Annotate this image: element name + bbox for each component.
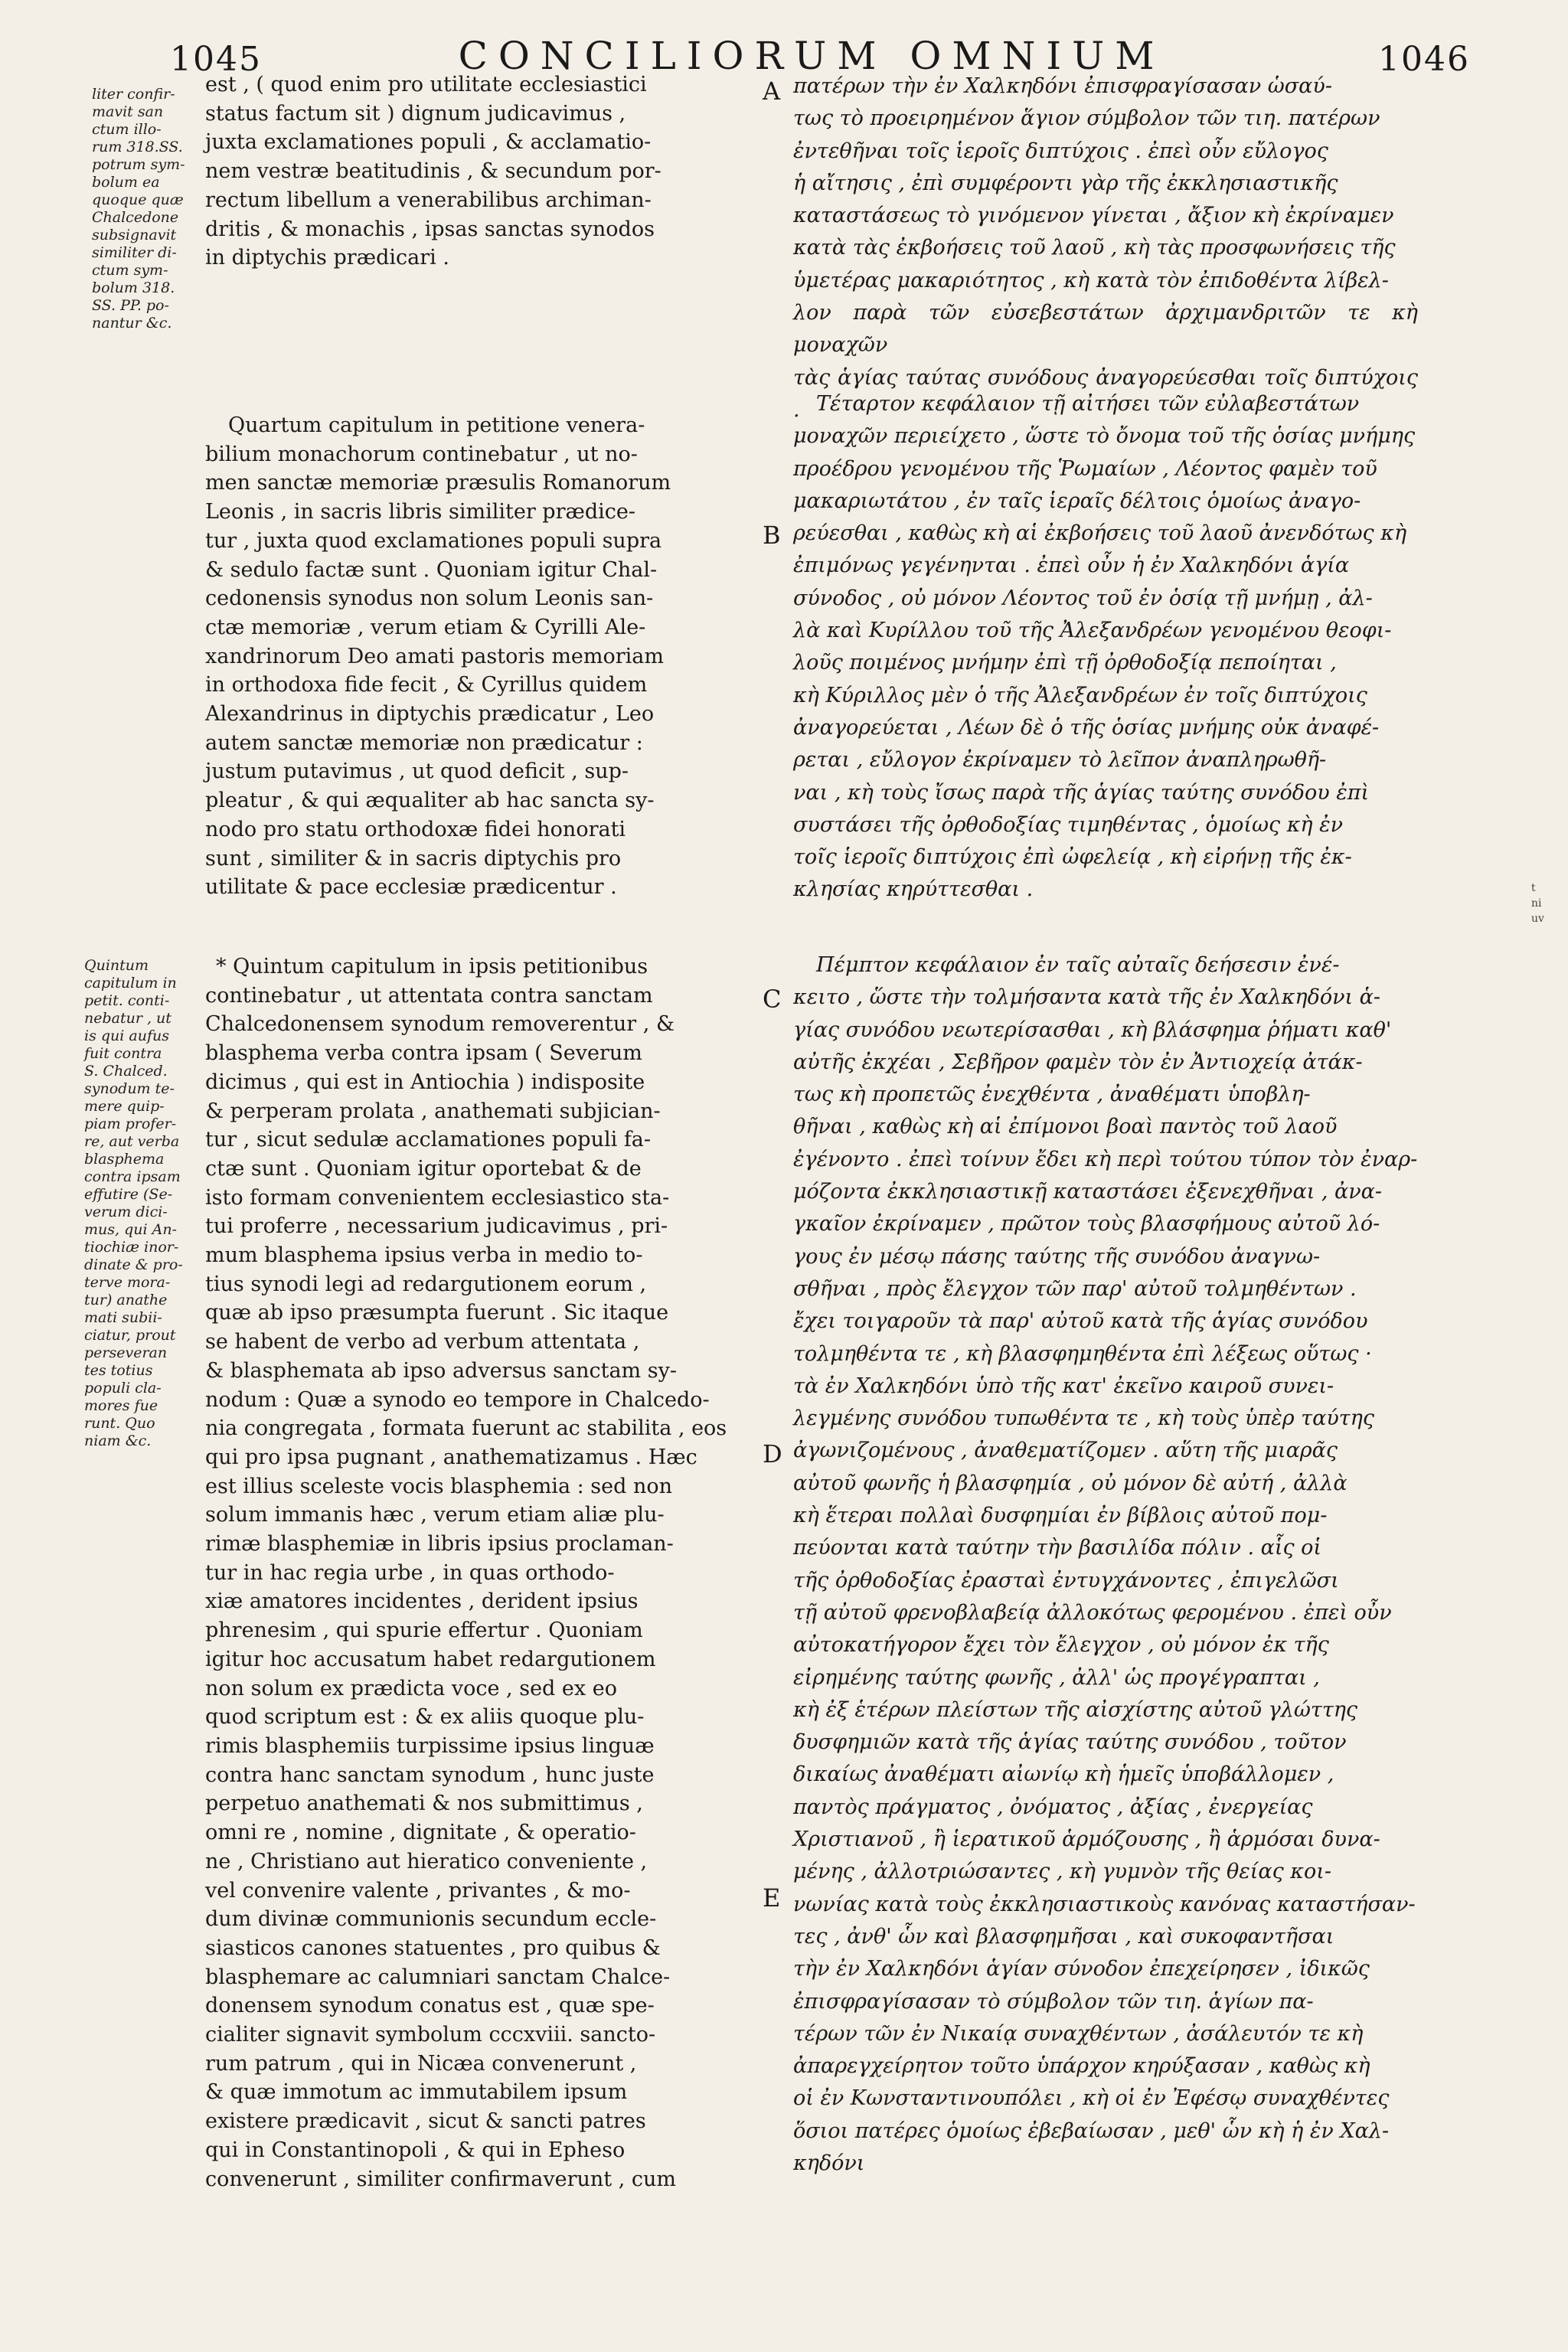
section-letter-d: D (763, 1439, 782, 1468)
greek-column-block-2 (793, 388, 1418, 906)
page-number-right: 1046 (1378, 40, 1470, 79)
page-number-left: 1045 (170, 40, 262, 79)
latin-paragraph: * Quintum capitulum in ipsis petitionibus continebatur , ut attentata contra sanctam Chalcedonensem synodum removerentur , & blasphema verba contra ipsam ( Severum dicimus , qui est in Antiochia ) indisposite & perperam prolata , anathemati subjician- tur , sicut sedulæ acclamationes populi fa- ctæ sunt . Quoniam igitur oportebat & de isto formam convenientem ecclesiastico sta- tui proferre , necessarium judicavimus , pri- mum blasphema ipsius verba in medio to- tius synodi legi ad redargutionem eorum , quæ ab ipso præsumpta fuerunt . Sic itaque se habent de verbo ad verbum attentata , & blasphemata ab ipso adversus sanctam sy- nodum : Quæ a synodo eo tempore in Chalcedo- nia congregata , formata fuerunt ac stabilita , eos qui pro ipsa pugnant , anathematizamus . Hæc est illius sceleste vocis blasphemia : sed non solum immanis hæc , verum etiam aliæ plu- rimæ blasphemiæ in libris ipsius proclaman- tur in hac regia urbe , in quas orthodo- xiæ amatores incidentes , derident ipsius phrenesim , qui spurie effertur . Quoniam igitur hoc accusatum habet redargutionem non solum ex prædicta voce , sed ex eo quod scriptum est : & ex aliis quoque plu- rimis blasphemiis turpissime ipsius linguæ contra hanc sanctam synodum , hunc juste perpetuo anathemati & nos submittimus , omni re , nomine , dignitate , & operatio- ne , Christiano aut hieratico conveniente , vel convenire valente , privantes , & mo- dum divinæ communionis secundum eccle- siasticos canones statuentes , pro quibus & blasphemare ac calumniari sanctam Chalce- donensem synodum conatus est , quæ spe- cialiter signavit symbolum cccxviii. sancto- rum patrum , qui in Nicæa convenerunt , & quæ immotum ac immutabilem ipsum existere prædicavit , sicut & sancti patres qui in Constantinopoli , & qui in Epheso convenerunt , similiter confirmaverunt , cum (205, 955, 727, 2191)
edge-text-fragment: t ni uv (1531, 882, 1544, 925)
latin-column-block-1 (205, 70, 758, 273)
latin-column-block-2 (205, 411, 758, 902)
margin-note-2: Quintum capitulum in petit. conti- nebatur , ut is qui aufus fuit contra S. Chalced. synodum te- mere quip- piam profer- re, aut verba blasphema contra ipsam effutire (Se- verum dici- mus, qui An- tiochiæ inor- dinate & pro- terve mora- tur) anathe mati subii- ciatur, prout perseveran tes totius populi cla- mores fue runt. Quo niam &c. (84, 957, 183, 1449)
margin-note-1: liter confir- mavit san ctum illo- rum 318.SS. potrum sym- bolum ea quoque quæ Chalcedone subsignavit similiter di- ctum sym- bolum 318. SS. PP. po- nantur &c. (92, 86, 185, 332)
greek-paragraph: Πέμπτον κεφάλαιον ἐν ταῖς αὐταῖς δεήσεσιν ἐνέ- κειτο , ὥστε τὴν τολμήσαντα κατὰ τῆς ἐν Χαλκηδόνι ἁ- γίας συνόδου νεωτερίσασθαι , κὴ βλάσφημα ῥήματι καθ' αὐτῆς ἐκχέαι , Σεβῆρον φαμὲν τὸν ἐν Ἀντιοχείᾳ ἀτάκ- τως κὴ προπετῶς ἐνεχθέντα , ἀναθέματι ὑποβλη- θῆναι , καθὼς κὴ αἱ ἐπίμονοι βοαὶ παντὸς τοῦ λαοῦ ἐγένοντο . ἐπεὶ τοίνυν ἔδει κὴ περὶ τούτου τύπον τὸν ἐναρ- μόζοντα ἐκκλησιαστικῇ καταστάσει ἐξενεχθῆναι , ἀνα- γκαῖον ἐκρίναμεν , πρῶτον τοὺς βλασφήμους αὐτοῦ λό- γους ἐν μέσῳ πάσης ταύτης τῆς συνόδου ἀναγνω- σθῆναι , πρὸς ἔλεγχον τῶν παρ' αὐτοῦ τολμηθέντων . ἔχει τοιγαροῦν τὰ παρ' αὐτοῦ κατὰ τῆς ἁγίας συνόδου τολμηθέντα τε , κὴ βλασφημηθέντα ἐπὶ λέξεως οὕτως · τὰ ἐν Χαλκηδόνι ὑπὸ τῆς κατ' ἐκεῖνο καιροῦ συνει- λεγμένης συνόδου τυπωθέντα τε , κὴ τοὺς ὑπὲρ ταύτης ἀγωνιζομένους , ἀναθεματίζομεν . αὕτη τῆς μιαρᾶς αὐτοῦ φωνῆς ἡ βλασφημία , οὐ μόνον δὲ αὐτή , ἀλλὰ κὴ ἕτεραι πολλαὶ δυσφημίαι ἐν βίβλοις αὐτοῦ πομ- πεύονται κατὰ ταύτην τὴν βασιλίδα πόλιν . αἷς οἱ τῆς ὀρθοδοξίας ἐρασταὶ ἐντυγχάνοντες , ἐπιγελῶσι τῇ αὐτοῦ φρενοβλαβείᾳ ἀλλοκότως φερομένου . ἐπεὶ οὖν αὐτοκατήγορον ἔχει τὸν ἔλεγχον , οὐ μόνον ἐκ τῆς εἰρημένης ταύτης φωνῆς , ἀλλ' ὡς προγέγραπται , κὴ ἐξ ἑτέρων πλείστων τῆς αἰσχίστης αὐτοῦ γλώττης δυσφημιῶν κατὰ τῆς ἁγίας ταύτης συνόδου , τοῦτον δικαίως ἀναθέματι αἰωνίῳ κὴ ἡμεῖς ὑποβάλλομεν , παντὸς πράγματος , ὀνόματος , ἀξίας , ἐνεργείας Χριστιανοῦ , ἢ ἱερατικοῦ ἁρμόζουσης , ἢ ἁρμόσαι δυνα- μένης , ἀλλοτριώσαντες , κὴ γυμνὸν τῆς θείας κοι- νωνίας κατὰ τοὺς ἐκκλησιαστικοὺς κανόνας καταστήσαν- τες , ἀνθ' ὧν καὶ βλασφημῆσαι , καὶ συκοφαντῆσαι τὴν ἐν Χαλκηδόνι ἁγίαν σύνοδον ἐπεχείρησεν , ἰδικῶς ἐπισφραγίσασαν τὸ σύμβολον τῶν τιη. ἁγίων πα- τέρων τῶν ἐν Νικαίᾳ συναχθέντων , ἀσάλευτόν τε κὴ ἀπαρεγχείρητον τοῦτο ὑπάρχον κηρύξασαν , καθὼς κὴ οἱ ἐν Κωνσταντινουπόλει , κὴ οἱ ἐν Ἐφέσῳ συναχθέντες ὅσιοι πατέρες ὁμοίως ἐβεβαίωσαν , μεθ' ὧν κὴ ἡ ἐν Χαλ- κηδόνι (793, 953, 1418, 2175)
greek-column-block-3 (793, 949, 1418, 2180)
greek-column-block-1 (793, 70, 1418, 426)
section-letter-b: B (763, 521, 781, 550)
section-letter-e: E (763, 1883, 781, 1913)
section-letter-a: A (763, 77, 781, 106)
running-header-title: CONCILIORUM OMNIUM (458, 34, 1165, 78)
latin-paragraph: Quartum capitulum in petitione venera- bilium monachorum continebatur , ut no- men sanctæ memoriæ præsulis Romanorum Leonis , in sacris libris similiter prædice- tur , juxta quod exclamationes populi supra & sedulo factæ sunt . Quoniam igitur Chal- cedonensis synodus non solum Leonis san- ctæ memoriæ , verum etiam & Cyrilli Ale- xandrinorum Deo amati pastoris memoriam in orthodoxa fide fecit , & Cyrillus quidem Alexandrinus in diptychis prædicatur , Leo autem sanctæ memoriæ non prædicatur : justum putavimus , ut quod deficit , sup- pleatur , & qui æqualiter ab hac sancta sy- nodo pro statu orthodoxæ fidei honorati sunt , similiter & in sacris diptychis pro utilitate & pace ecclesiæ prædicentur . (205, 413, 671, 900)
greek-paragraph: πατέρων τὴν ἐν Χαλκηδόνι ἐπισφραγίσασαν ὡσαύ- τως τὸ προειρημένον ἅγιον σύμβολον τῶν τιη. πατέρων ἐντεθῆναι τοῖς ἱεροῖς διπτύχοις . ἐπεὶ οὖν εὔλογος ἡ αἴτησις , ἐπὶ συμφέροντι γὰρ τῆς ἐκκλησιαστικῆς καταστάσεως τὸ γινόμενον γίνεται , ἄξιον κὴ ἐκρίναμεν κατὰ τὰς ἐκβοήσεις τοῦ λαοῦ , κὴ τὰς προσφωνήσεις τῆς ὑμετέρας μακαριότητος , κὴ κατὰ τὸν ἐπιδοθέντα λίβελ- λον παρὰ τῶν εὐσεβεστάτων ἀρχιμανδριτῶν τε κὴ μοναχῶν τὰς ἁγίας ταύτας συνόδους ἀναγορεύεσθαι τοῖς διπτύχοις . (793, 74, 1418, 422)
section-letter-c: C (763, 985, 782, 1014)
latin-column-block-3 (205, 952, 758, 2194)
greek-paragraph: Τέταρτον κεφάλαιον τῇ αἰτήσει τῶν εὐλαβεστάτων μοναχῶν περιείχετο , ὥστε τὸ ὄνομα τοῦ τῆς ὁσίας μνήμης προέδρου γενομένου τῆς Ῥωμαίων , Λέοντος φαμὲν τοῦ μακαριωτάτου , ἐν ταῖς ἱεραῖς δέλτοις ὁμοίως ἀναγο- ρεύεσθαι , καθὼς κὴ αἱ ἐκβοήσεις τοῦ λαοῦ ἀνενδότως κὴ ἐπιμόνως γεγένηνται . ἐπεὶ οὖν ἡ ἐν Χαλκηδόνι ἁγία σύνοδος , οὐ μόνον Λέοντος τοῦ ἐν ὁσίᾳ τῇ μνήμῃ , ἀλ- λὰ καὶ Κυρίλλου τοῦ τῆς Ἀλεξανδρέων γενομένου θεοφι- λοῦς ποιμένος μνήμην ἐπὶ τῇ ὀρθοδοξίᾳ πεποίηται , κὴ Κύριλλος μὲν ὁ τῆς Ἀλεξανδρέων ἐν τοῖς διπτύχοις ἀναγορεύεται , Λέων δὲ ὁ τῆς ὁσίας μνήμης οὐκ ἀναφέ- ρεται , εὔλογον ἐκρίναμεν τὸ λεῖπον ἀναπληρωθῆ- ναι , κὴ τοὺς ἴσως παρὰ τῆς ἁγίας ταύτης συνόδου ἐπὶ συστάσει τῆς ὀρθοδοξίας τιμηθέντας , ὁμοίως κὴ ἐν τοῖς ἱεροῖς διπτύχοις ἐπὶ ὠφελείᾳ , κὴ εἰρήνῃ τῆς ἐκ- κλησίας κηρύττεσθαι . (793, 392, 1416, 902)
latin-paragraph: est , ( quod enim pro utilitate ecclesiastici status factum sit ) dignum judicavimus , juxta exclamationes populi , & acclamatio- nem vestræ beatitudinis , & secundum por- rectum libellum a venerabilibus archiman- dritis , & monachis , ipsas sanctas synodos in diptychis prædicari . (205, 73, 662, 270)
